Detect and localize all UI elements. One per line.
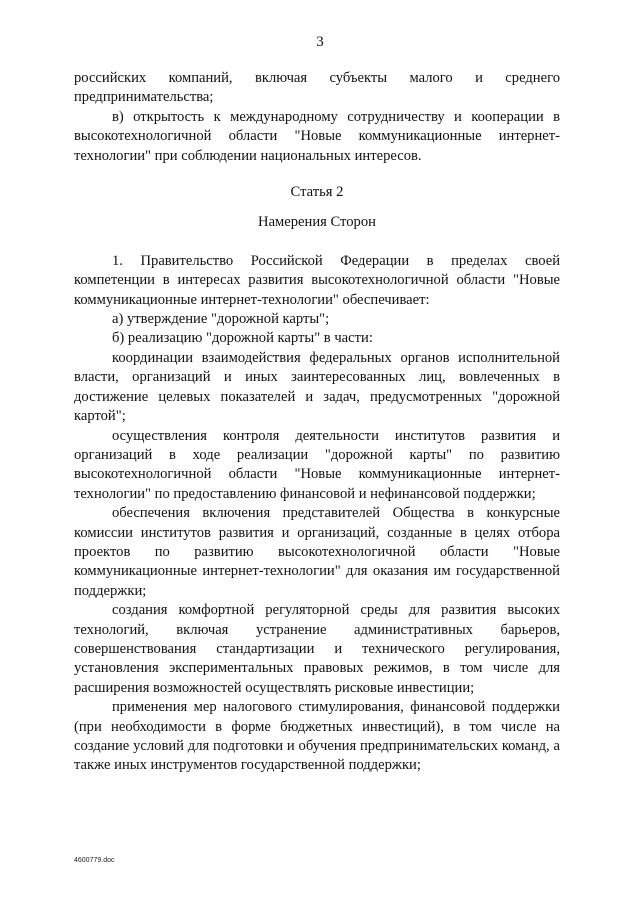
- paragraph-continued: российских компаний, включая субъекты малого и среднего предпринимательства;: [74, 70, 560, 106]
- article-title: Намерения Сторон: [258, 214, 376, 231]
- paragraph-item-v: в) открытость к международному сотрудничеству и кооперации в высокотехнологичной области "Новые коммуникационные интернет-технологии" при соблюдении национальных интересов.: [74, 108, 560, 164]
- paragraph-control: осуществления контроля деятельности институтов развития и организаций в ходе реализации "дорожной карты" по развитию высокотехнологичной области "Новые коммуникационные интернет-технологии" по предоставлению финансовой и нефинансовой поддержки;: [74, 427, 560, 502]
- page-number: 3: [316, 34, 324, 50]
- paragraph-tax-measures: применения мер налогового стимулирования, финансовой поддержки (при необходимости в форме бюджетных инвестиций), в том числе на создание условий для подготовки и обучения предпринимательских команд, а также иных инструментов государственной поддержки;: [74, 699, 560, 774]
- paragraph-regulatory: создания комфортной регуляторной среды для развития высоких технологий, включая устранение административных барьеров, совершенствования стандартизации и технического регулирования, установления экспериментальных правовых режимов, в том числе для расширения возможностей осуществлять рисковые инвестиции;: [74, 602, 560, 696]
- paragraph-commissions: обеспечения включения представителей Общества в конкурсные комиссии институтов развития и организаций, созданные в целях отбора проектов по развитию высокотехнологичной области "Новые коммуникационные интернет-технологии" для оказания им государственной поддержки;: [74, 505, 560, 599]
- paragraph-clause-1: 1. Правительство Российской Федерации в пределах своей компетенции в интересах развития высокотехнологичной области "Новые коммуникационные интернет-технологии" обеспечивает:: [74, 252, 560, 308]
- paragraph-item-b: б) реализацию "дорожной карты" в части:: [112, 330, 373, 347]
- paragraph-item-a: а) утверждение "дорожной карты";: [112, 311, 330, 328]
- document-body: [74, 69, 560, 776]
- document-code: 4600779.doc: [74, 857, 115, 864]
- article-number: Статья 2: [290, 184, 344, 201]
- paragraph-coordination: координации взаимодействия федеральных органов исполнительной власти, организаций и иных заинтересованных лиц, вовлеченных в достижение целевых показателей и задач, предусмотренных "дорожной картой";: [74, 349, 560, 425]
